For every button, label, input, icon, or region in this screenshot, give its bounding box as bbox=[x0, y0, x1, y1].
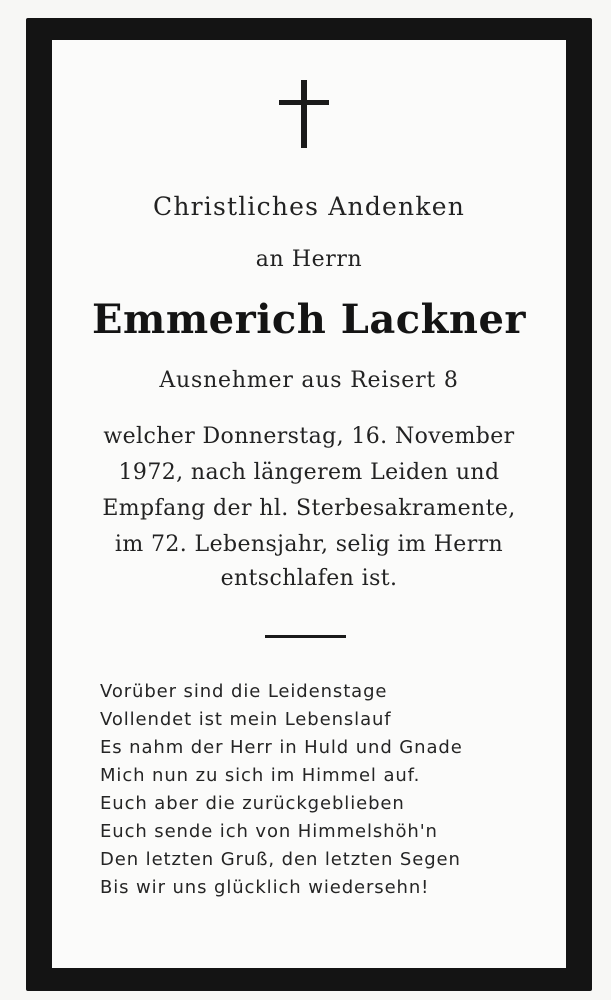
salutation: an Herrn bbox=[255, 247, 363, 272]
body-line: entschlafen ist. bbox=[220, 566, 398, 591]
poem-line: Mich nun zu sich im Himmel auf. bbox=[100, 765, 421, 786]
divider-rule bbox=[265, 635, 346, 638]
poem-line: Euch aber die zurückgeblieben bbox=[100, 793, 405, 814]
deceased-description: Ausnehmer aus Reisert 8 bbox=[159, 368, 459, 393]
poem-line: Bis wir uns glücklich wiedersehn! bbox=[100, 877, 430, 898]
body-line: Empfang der hl. Sterbesakramente, bbox=[102, 496, 516, 521]
deceased-name: Emmerich Lackner bbox=[92, 296, 526, 343]
poem-line: Vollendet ist mein Lebenslauf bbox=[100, 709, 392, 730]
card-title: Christliches Andenken bbox=[152, 192, 466, 221]
body-line: welcher Donnerstag, 16. November bbox=[103, 424, 515, 449]
memorial-poem bbox=[100, 678, 463, 902]
body-line: im 72. Lebensjahr, selig im Herrn bbox=[114, 532, 504, 557]
poem-line: Den letzten Gruß, den letzten Segen bbox=[100, 849, 461, 870]
cross-icon bbox=[279, 80, 329, 150]
poem-line: Vorüber sind die Leidenstage bbox=[100, 681, 388, 702]
body-line: 1972, nach längerem Leiden und bbox=[118, 460, 500, 485]
poem-line: Euch sende ich von Himmelshöh'n bbox=[100, 821, 438, 842]
poem-line: Es nahm der Herr in Huld und Gnade bbox=[100, 737, 463, 758]
